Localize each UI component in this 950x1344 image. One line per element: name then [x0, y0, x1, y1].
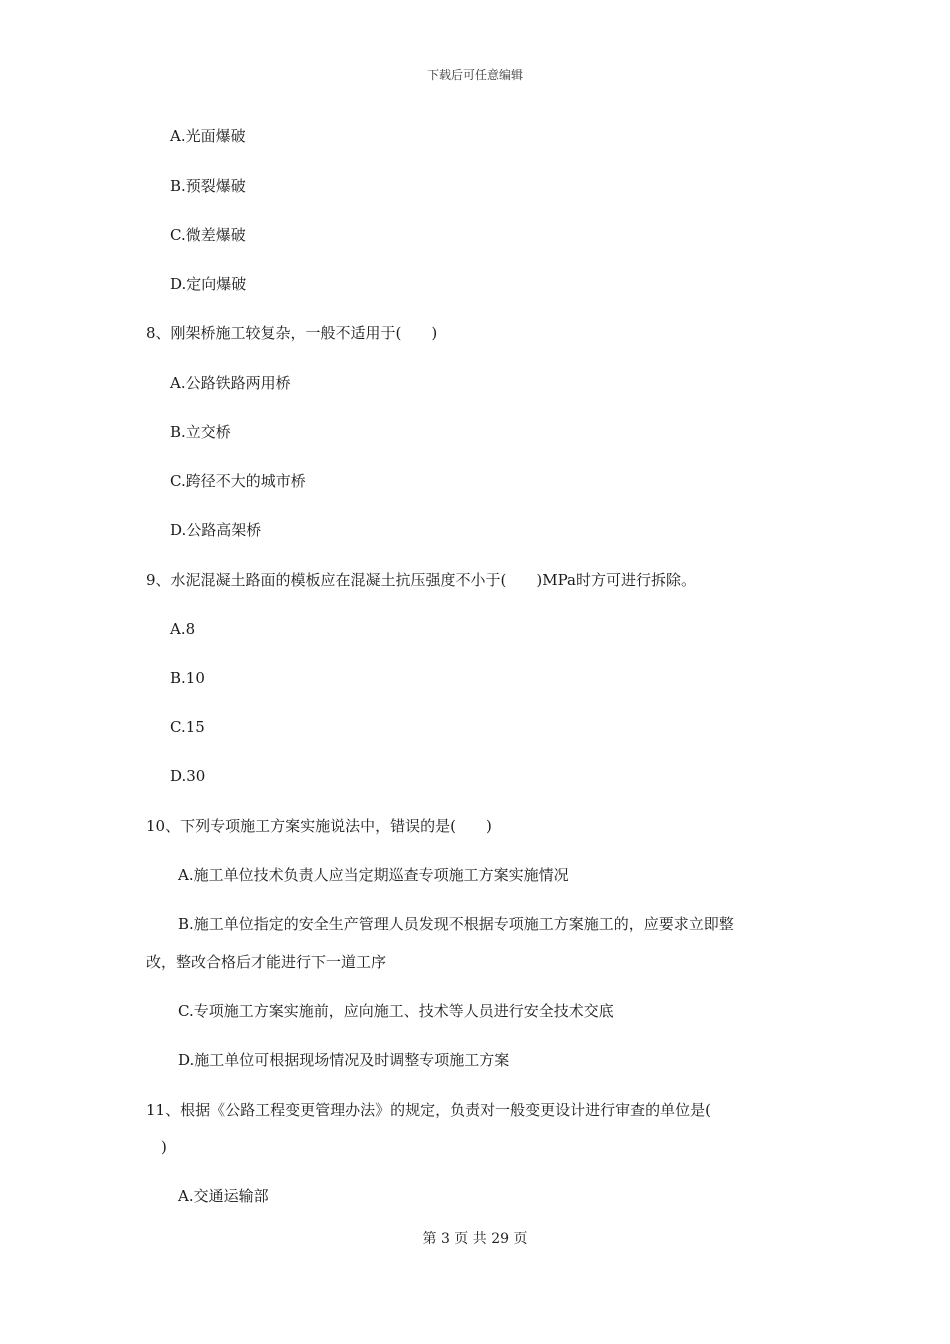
question-10-option-d: D.施工单位可根据现场情况及时调整专项施工方案	[178, 1051, 510, 1069]
page-footer-page-number: 第 3 页 共 29 页	[422, 1231, 528, 1247]
question-7-option-c: C.微差爆破	[170, 226, 246, 244]
question-9-option-b: B.10	[170, 669, 205, 687]
question-7-option-b: B.预裂爆破	[170, 177, 246, 195]
page-header-note: 下载后可任意编辑	[426, 68, 523, 82]
question-9-option-a: A.8	[170, 620, 196, 638]
question-10-option-a: A.施工单位技术负责人应当定期巡查专项施工方案实施情况	[178, 866, 569, 884]
question-10-option-c: C.专项施工方案实施前，应向施工、技术等人员进行安全技术交底	[178, 1002, 614, 1020]
question-11-option-a: A.交通运输部	[178, 1187, 269, 1205]
question-8: 8、刚架桥施工较复杂，一般不适用于( )	[146, 324, 438, 342]
question-8-option-a: A.公路铁路两用桥	[170, 374, 291, 392]
question-10: 10、下列专项施工方案实施说法中，错误的是( )	[146, 817, 492, 835]
question-9-option-d: D.30	[170, 767, 206, 785]
question-8-option-c: C.跨径不大的城市桥	[170, 472, 306, 490]
question-9: 9、水泥混凝土路面的模板应在混凝土抗压强度不小于( )MPa时方可进行拆除。	[146, 571, 696, 589]
question-9-option-c: C.15	[170, 718, 205, 736]
question-11-line-1: 11、根据《公路工程变更管理办法》的规定，负责对一般变更设计进行审查的单位是(	[146, 1101, 711, 1119]
question-10-option-b-line-2: 改，整改合格后才能进行下一道工序	[146, 953, 387, 971]
question-8-option-d: D.公路高架桥	[170, 521, 262, 539]
question-10-option-b-line-1: B.施工单位指定的安全生产管理人员发现不根据专项施工方案施工的，应要求立即整	[178, 915, 734, 933]
question-7-option-a: A.光面爆破	[170, 127, 246, 145]
question-8-option-b: B.立交桥	[170, 423, 231, 441]
question-7-option-d: D.定向爆破	[170, 275, 247, 293]
question-11-line-2: )	[146, 1138, 167, 1156]
